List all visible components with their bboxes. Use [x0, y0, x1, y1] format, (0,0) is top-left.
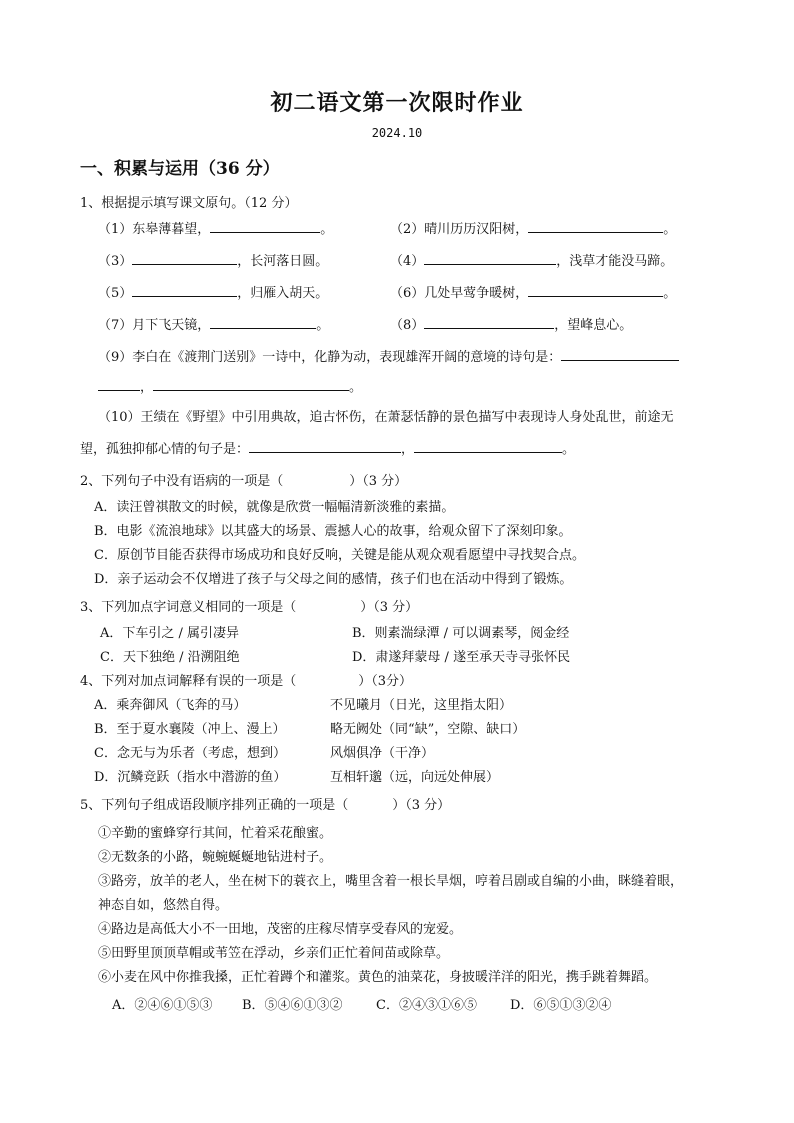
q1-item-6: （6）几处早莺争暖树， 。 — [390, 282, 676, 301]
answer-blank[interactable] — [132, 250, 237, 265]
q4-option-c-left: C．念无与为乐者（考虑，想到） — [94, 746, 286, 761]
q4-option-a-left: A．乘奔御风（飞奔的马） — [94, 698, 247, 713]
answer-blank[interactable] — [132, 282, 237, 297]
answer-blank[interactable] — [249, 438, 401, 453]
q5-sentence-3-cont: 神态自如，悠然自得。 — [98, 898, 229, 913]
q4-option-b-right: 略无阙处（同“缺”，空隙、缺口） — [330, 722, 526, 737]
q3-option-c: C．天下独绝 / 沿溯阻绝 — [100, 650, 240, 665]
answer-blank[interactable] — [210, 314, 316, 329]
q2-stem: 2、下列句子中没有语病的一项是（ ）（3 分） — [80, 474, 408, 489]
q1-item-8: （8） ，望峰息心。 — [390, 314, 632, 333]
answer-blank[interactable] — [528, 218, 663, 233]
q1-item-10-cont: 望，孤独抑郁心情的句子是： ， 。 — [80, 438, 575, 457]
q3-stem: 3、下列加点字词意义相同的一项是（ ）（3 分） — [80, 600, 419, 615]
q4-stem: 4、下列对加点词解释有误的一项是（ ）（3分） — [80, 674, 413, 689]
q5-sentence-5: ⑤田野里顶顶草帽或苇笠在浮动，乡亲们正忙着间苗或除草。 — [98, 946, 450, 961]
q5-sentence-2: ②无数条的小路，蜿蜿蜒蜒地钻进村子。 — [98, 850, 333, 865]
q4-option-a-right: 不见曦月（日光，这里指太阳） — [330, 698, 513, 713]
answer-blank[interactable] — [424, 314, 554, 329]
q4-option-b-left: B．至于夏水襄陵（冲上、漫上） — [94, 722, 286, 737]
answer-blank[interactable] — [424, 250, 556, 265]
q3-option-d: D．肃遂拜蒙母 / 遂至承天寺寻张怀民 — [352, 650, 571, 665]
q1-item-7: （7）月下飞天镜， 。 — [98, 314, 329, 333]
q1-item-9: （9）李白在《渡荆门送别》一诗中，化静为动，表现雄浑开阔的意境的诗句是： — [98, 346, 679, 365]
q4-option-d-right: 互相轩邈（远，向远处伸展） — [330, 770, 500, 785]
q5-sentence-6: ⑥小麦在风中你推我搡，正忙着蹲个和灌浆。黄色的油菜花，身披暖洋洋的阳光，携手跳着舞蹈。 — [98, 970, 658, 985]
q1-item-4: （4） ，浅草才能没马蹄。 — [390, 250, 673, 269]
q5-option-d: D．⑥⑤①③②④ — [510, 998, 612, 1013]
q3-option-b: B．则素湍绿潭 / 可以调素琴，阅金经 — [352, 626, 570, 641]
q5-stem: 5、下列句子组成语段顺序排列正确的一项是（ ）（3 分） — [80, 798, 451, 813]
q4-option-d-left: D．沉鳞竞跃（指水中潜游的鱼） — [94, 770, 287, 785]
q1-item-2: （2）晴川历历汉阳树， 。 — [390, 218, 676, 237]
q1-item-9-cont: ， 。 — [98, 376, 362, 395]
answer-blank[interactable] — [153, 376, 349, 391]
q5-option-b: B．⑤④⑥①③② — [242, 998, 343, 1013]
q2-option-b: B．电影《流浪地球》以其盛大的场景、震撼人心的故事，给观众留下了深刻印象。 — [94, 524, 572, 539]
q5-sentence-1: ①辛勤的蜜蜂穿行其间，忙着采花酿蜜。 — [98, 826, 333, 841]
q3-option-a: A．下车引之 / 属引凄异 — [100, 626, 240, 641]
q1-item-5: （5） ，归雁入胡天。 — [98, 282, 328, 301]
q2-option-c: C．原创节目能否获得市场成功和良好反响，关键是能从观众观看愿望中寻找契合点。 — [94, 548, 585, 563]
q5-option-c: C．②④③①⑥⑤ — [376, 998, 477, 1013]
q1-stem: 1、根据提示填写课文原句。（12 分） — [80, 196, 298, 211]
answer-blank[interactable] — [210, 218, 320, 233]
answer-blank[interactable] — [98, 376, 140, 391]
q2-option-a: A．读汪曾祺散文的时候，就像是欣赏一幅幅清新淡雅的素描。 — [94, 500, 455, 515]
page-title: 初二语文第一次限时作业 — [270, 90, 524, 116]
q5-sentence-4: ④路边是高低大小不一田地，茂密的庄稼尽情享受春风的宠爱。 — [98, 922, 463, 937]
q2-option-d: D．亲子运动会不仅增进了孩子与父母之间的感情，孩子们也在活动中得到了锻炼。 — [94, 572, 573, 587]
q5-sentence-3: ③路旁，放羊的老人，坐在树下的蓑衣上，嘴里含着一根长旱烟，哼着吕剧或自编的小曲，眯缝着眼， — [98, 874, 684, 889]
q1-item-3: （3） ，长河落日圆。 — [98, 250, 328, 269]
answer-blank[interactable] — [528, 282, 663, 297]
date-label: 2024.10 — [371, 126, 423, 140]
q1-item-10: （10）王绩在《野望》中引用典故，追古怀伤，在萧瑟恬静的景色描写中表现诗人身处乱世，前途无 — [98, 410, 674, 425]
q1-item-1: （1）东皋薄暮望， 。 — [98, 218, 333, 237]
section-heading: 一、积累与运用（36 分） — [80, 159, 280, 179]
answer-blank[interactable] — [561, 346, 679, 361]
answer-blank[interactable] — [414, 438, 562, 453]
q5-option-a: A．②④⑥①⑤③ — [112, 998, 213, 1013]
q4-option-c-right: 风烟俱净（干净） — [330, 746, 435, 761]
